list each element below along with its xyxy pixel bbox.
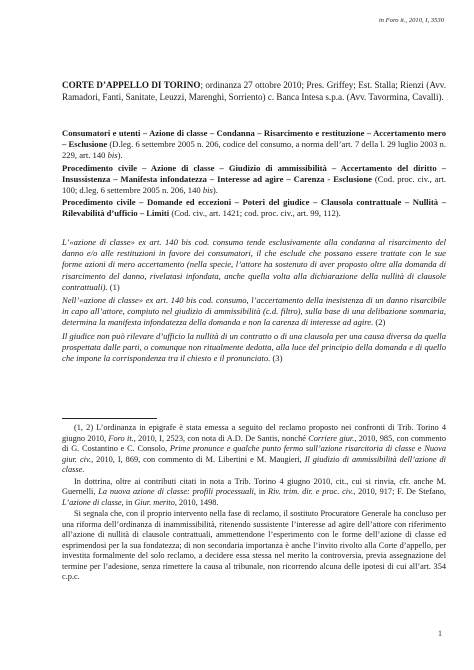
principle-text: Nell’«azione di classe» ex art. 140 bis cod. consumo, l’accertamento della inesistenza di un danno risarcibile in capo all’attore, compiuto nel giudizio di ammissibilità (c.d. filtro), sulla base di una delibazione sommaria, determina la manifesta infondatezza della domanda e non la carenza di interesse ad agire. — [62, 295, 446, 328]
footnote-paragraph — [62, 477, 446, 509]
principle-text: L’«azione di classe» ex art. 140 bis cod. consumo tende esclusivamente alla condanna al risarcimento del danno e/o alle restituzioni in favore dei consumatori, il che esclude che possano essere trattate con le sue forme azioni di mero accertamento (nella specie, l’attore ha sostenuto di aver proposto oltre alla domanda di risarcimento del danno, rivelatasi infondata, anche quella volta alla dichiarazione della nullità di clausole contrattuali). — [62, 237, 446, 292]
note-journal: Corriere giur. — [308, 433, 355, 443]
case-parties: ; ordinanza 27 ottobre 2010; Pres. Griffey; Est. Stalla; Rienzi (Avv. Ramadori, Fanti, Sanitate, Leuzzi, Marenghi, Sorriento) c. Banca Intesa s.p.a. (Avv. Tavormina, Cavalli). — [62, 80, 446, 102]
legal-principles — [62, 237, 446, 366]
headnote-keywords: Procedimento civile – Domande ed eccezioni – Poteri del giudice – Clausola contrattuale – Nullità – Rilevabilità d’ufficio – Limiti — [62, 197, 446, 219]
headnote-tail: ). — [212, 184, 218, 195]
footnotes — [62, 423, 446, 584]
court-name: CORTE D’APPELLO DI TORINO — [62, 80, 201, 90]
note-text: , in — [121, 497, 135, 507]
headnote — [62, 128, 446, 161]
note-text: . — [82, 465, 85, 474]
page-number: 1 — [438, 629, 442, 638]
headnote — [62, 163, 446, 196]
headnote-references: (Cod. civ., art. 1421; cod. proc. civ., art. 99, 112). — [169, 208, 341, 219]
note-text: , in — [253, 487, 269, 496]
principle-ref: (1) — [107, 281, 120, 292]
principle — [62, 331, 446, 365]
headnotes — [62, 128, 446, 221]
footnote-paragraph — [62, 423, 446, 476]
note-article-title: Il giudizio di ammissibilità dell’azione di classe — [62, 454, 446, 474]
headnote-keywords: Consumatori e utenti – Azione di classe – Condanna – Risarcimento e restituzione – Accertamento mero – Esclusione — [62, 128, 446, 149]
note-article-title: La nuova azione di classe: profili processuali — [98, 487, 254, 496]
note-text: (1, 2) L’ordinanza in epigrafe è stata emessa a seguito del reclamo proposto nei confronti di Trib. Torino 4 giugno 2010, — [62, 423, 446, 443]
note-journal: Foro it. — [108, 433, 134, 443]
source-citation: in Foro it., 2010, I, 3530 — [378, 17, 444, 24]
headnote-italic: bis — [202, 184, 213, 195]
headnote-references: (D.leg. 6 settembre 2005 n. 206, codice del consumo, a norma dell’art. 7 della l. 29 luglio 2003 n. 229, art. 140 — [62, 138, 446, 160]
headnote-tail: ). — [117, 149, 123, 160]
footnote-paragraph: Si segnala che, con il proprio intervento nella fase di reclamo, il sostituto Procuratore Generale ha concluso per una riforma dell’ordinanza di inammissibilità, ritenendo sussistente l’interesse ad agire dell’attore con riferimento all’azione di nullità di clausole contrattuali, ammettendone l’esperimento con le forme dell’azione di classe ed esprimendosi per la sua fondatezza; di non secondaria importanza è anche l’invito rivolto alla Corte d’appello, per investita formalmente del solo reclamo, a decidere essa stessa nel merito la controversia, previa assegnazione del termine per l’adesione, senza rimettere la causa al tribunale, non ricorrendo alcuna delle ipotesi di cui all’art. 354 c.p.c. — [62, 509, 446, 581]
principle — [62, 295, 446, 329]
note-journal: Riv. trim. dir. e proc. civ. — [268, 487, 354, 496]
footnote-divider — [62, 418, 157, 419]
headnote-keywords: Procedimento civile – Azione di classe – Giudizio di ammissibilità – Accertamento del diritto – Insussistenza – Manifesta infondatezza – Interesse ad agire – Carenza - Esclusione — [62, 162, 446, 184]
headnote-references: (Cod. proc. civ., art. 100; d.leg. 6 settembre 2005 n. 206, 140 — [62, 173, 446, 195]
note-article-title: L’azione di classe — [62, 497, 122, 507]
note-text: , 2010, I, 869, con commento di M. Libertini e M. Maugieri, — [91, 454, 305, 464]
note-text: , 2010, 1498. — [174, 497, 219, 507]
note-text: , 2010, I, 2523, con nota di A.D. De Santis, nonché — [133, 433, 309, 443]
case-heading — [62, 80, 446, 103]
headnote — [62, 197, 446, 219]
note-text: In dottrina, oltre ai contributi citati in nota a Trib. Torino 4 giugno 2010, cit., cui si rinvia, cfr. anche M. Guernelli, — [62, 476, 446, 496]
principle-ref: (3) — [270, 353, 283, 364]
note-article-title: Prime pronunce e qualche punto fermo sull’azione risarcitoria di classe — [169, 444, 416, 453]
note-text: e — [415, 444, 425, 453]
note-text: , 2010, 985, con commento di G. Costantino e C. Consolo, — [62, 433, 446, 453]
headnote-italic: bis — [107, 149, 118, 160]
note-journal: Nuova giur. civ. — [62, 444, 446, 464]
principle-ref: (2) — [373, 317, 386, 328]
principle-text: Il giudice non può rilevare d’ufficio la nullità di un contratto o di una clausola per una causa diversa da quella prospettata dalle parti, o comunque non ritualmente dedotta, alla luce del principio della domanda e di quello che impone la corrispondenza tra il chiesto e il pronunciato. — [62, 330, 446, 364]
note-journal: Giur. merito — [134, 497, 175, 507]
note-text: , 2010, 917; F. De Stefano, — [353, 487, 447, 496]
principle — [62, 237, 446, 293]
